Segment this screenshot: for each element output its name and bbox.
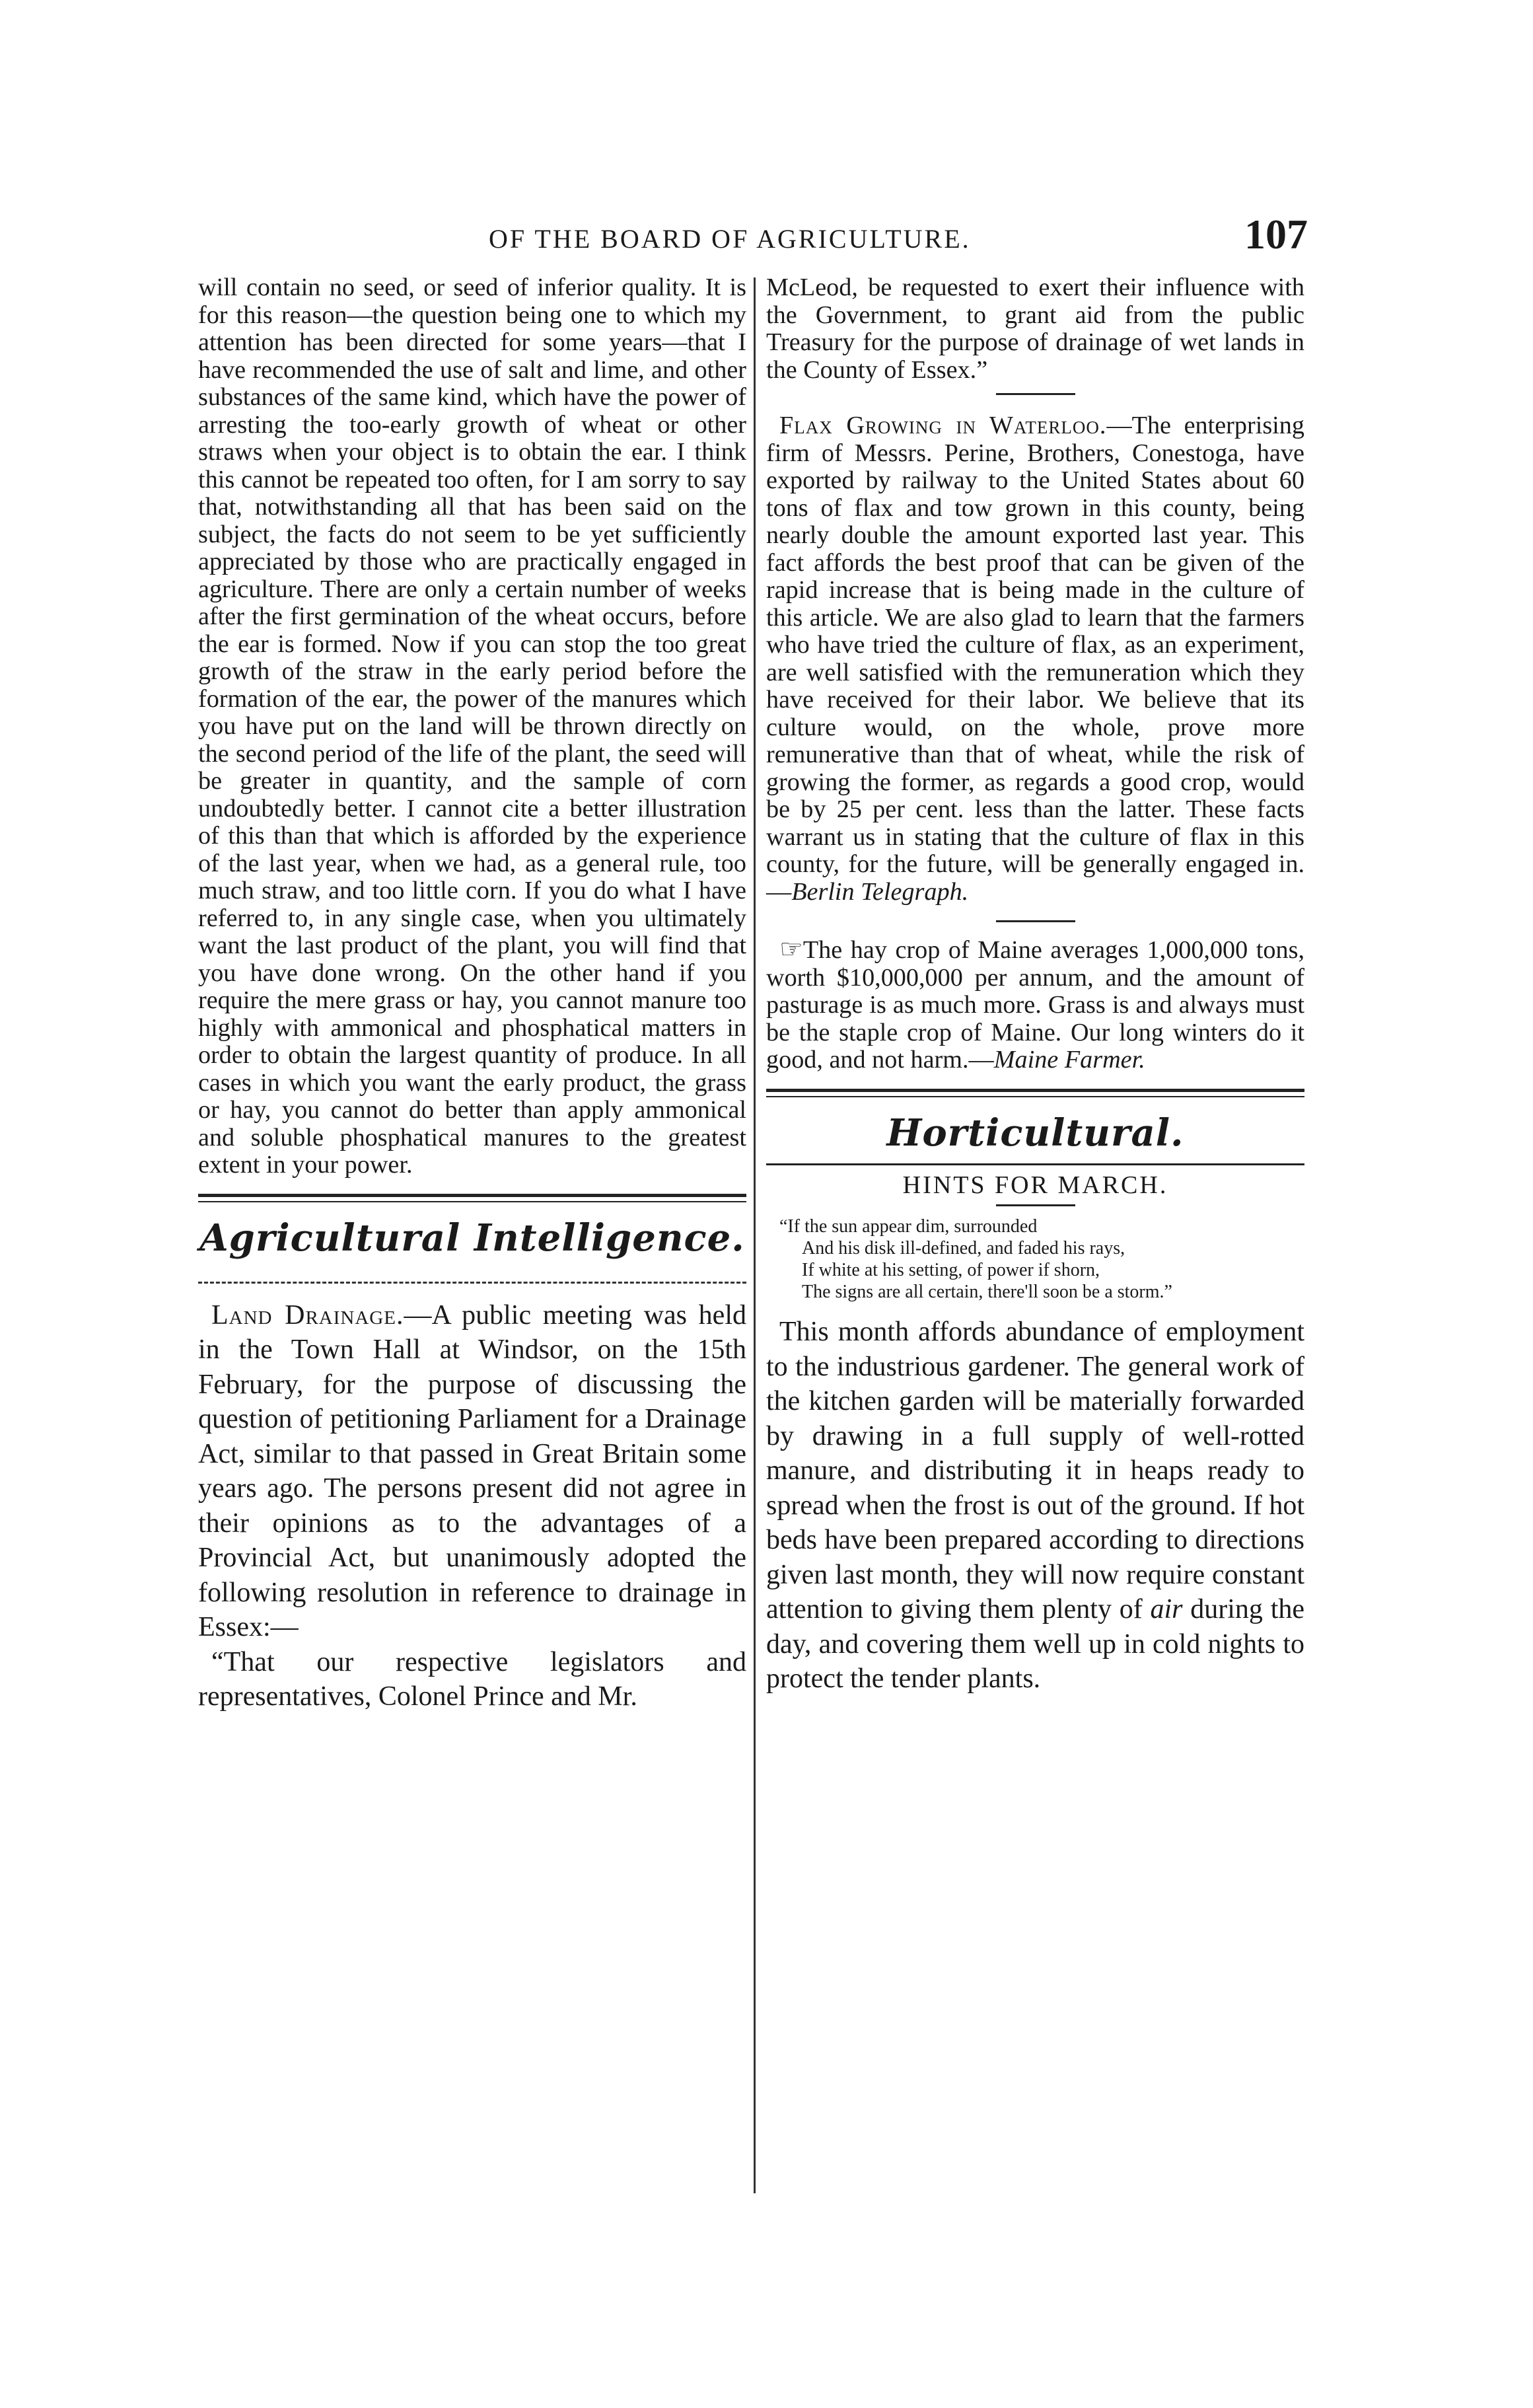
section-rule xyxy=(766,1089,1304,1097)
hints-body-start: This month affords abundance of employment to the industrious gardener. The general work of the kitchen garden will be materially forwarded by drawing in a full supply of well-rotted manure, and distributing it in heaps ready to spread when the frost is out of the ground. If hot beds have been prepared according to directions given last month, they will now require constant attention to giving them plenty of xyxy=(766,1317,1304,1624)
flax-source: Berlin Telegraph. xyxy=(791,877,969,906)
left-column xyxy=(198,274,746,1714)
land-drainage-article xyxy=(198,1298,746,1714)
verse-line: And his disk ill-defined, and faded his rays, xyxy=(802,1238,1125,1259)
resolution-end: McLeod, be requested to exert their influence with the Government, to grant aid from the public Treasury for the purpose of drainage of wet lands in the County of Essex.” xyxy=(766,274,1304,384)
land-drainage-paragraph xyxy=(198,1298,746,1645)
flax-body: —The enterprising firm of Messrs. Perine, Brothers, Conestoga, have exported by railway to the United States about 60 tons of flax and tow grown in this county, being nearly double the amount exported last year. This fact affords the best proof that can be given of the rapid increase that is being made in the culture of this article. We are also glad to learn that the farmers who have tried the culture of flax, as an experiment, are well satisfied with the remuneration which they have received for their labor. We believe that its culture would, on the whole, prove more remunerative than that of wheat, while the risk of growing the former, as regards a good crop, would be by 25 per cent. less than the latter. These facts warrant us in stating that the culture of flax in this county, for the future, will be generally engaged in.— xyxy=(766,412,1304,906)
hints-paragraph xyxy=(766,1315,1304,1697)
hints-for-march-heading: HINTS FOR MARCH. xyxy=(902,1171,1168,1199)
column-divider xyxy=(754,277,756,2193)
dashed-rule xyxy=(198,1282,746,1284)
running-head-title: OF THE BOARD OF AGRICULTURE. xyxy=(489,224,971,254)
continued-paragraph: will contain no seed, or seed of inferior quality. It is for this reason—the question being one to which my attention has been directed for some years—that I have recommended the use of salt and lime, and other substances of the same kind, which have the power of arresting the too-early growth of wheat or other straws when your object is to obtain the ear. I think this cannot be repeated too often, for I am sorry to say that, notwithstanding all that has been said on the subject, the facts do not seem to be yet sufficiently appreciated by those who are practically engaged in agriculture. There are only a certain number of weeks after the first germination of the wheat occurs, before the ear is formed. Now if you can stop the too great growth of the straw in the early period before the formation of the ear, the power of the manures which you have put on the land will be thrown directly on the second period of the life of the plant, the seed will be greater in quantity, and the sample of corn undoubtedly better. I cannot cite a better illustration of this than that which is afforded by the experience of the last year, when we had, as a general rule, too much straw, and too little corn. If you do what I have referred to, in any single case, when you ultimately want the last product of the plant, you will find that you have done wrong. On the other hand if you require the mere grass or hay, you cannot manure too highly with ammonical and phosphatical matters in order to obtain the largest quantity of produce. In all cases in which you want the early product, the grass or hay, you cannot do better than apply ammonical and soluble phosphatical manures to the greatest extent in your power. xyxy=(198,274,746,1179)
hints-body-end: during the day, and covering them well up in cold nights to protect the tender plants. xyxy=(766,1594,1305,1694)
resolution-start: “That our respective legislators and representatives, Colonel Prince and Mr. xyxy=(198,1646,746,1712)
section-rule xyxy=(198,1194,746,1202)
page-number: 107 xyxy=(1244,211,1308,258)
pointing-hand-icon: ☞ xyxy=(779,934,803,964)
flax-title: Flax Growing in Waterloo. xyxy=(779,412,1107,439)
hay-body: The hay crop of Maine averages 1,000,000 tons, worth $10,000,000 per annum, and the amount of pasturage is as much more. Grass is and always must be the staple crop of Maine. Our long winters do it good, and not harm.— xyxy=(766,936,1304,1074)
agricultural-intelligence-heading: Agricultural Intelligence. xyxy=(199,1216,745,1260)
hay-source: Maine Farmer. xyxy=(993,1046,1145,1074)
hints-air: air xyxy=(1150,1594,1183,1624)
weather-verse xyxy=(779,1216,1304,1303)
verse-line: “If the sun appear dim, surrounded xyxy=(779,1216,1038,1237)
hay-article xyxy=(766,935,1304,1074)
flax-article xyxy=(766,412,1304,906)
verse-line: If white at his setting, of power if shorn, xyxy=(802,1260,1100,1280)
short-rule xyxy=(996,1204,1075,1206)
heading-rule xyxy=(766,1163,1304,1165)
land-drainage-title: Land Drainage. xyxy=(211,1299,404,1331)
short-rule xyxy=(996,920,1075,922)
short-rule xyxy=(996,393,1075,395)
right-column xyxy=(766,274,1304,1697)
land-drainage-body: —A public meeting was held in the Town Hall at Windsor, on the 15th February, for the purpose of discussing the question of petitioning Parliament for a Drainage Act, similar to that passed in Great Britain some years ago. The persons present did not agree in their opinions as to the advantages of a Provincial Act, but unanimously adopted the following resolution in reference to drainage in Essex:— xyxy=(198,1299,746,1642)
running-head xyxy=(476,210,1314,270)
verse-line: The signs are all certain, there'll soon be a storm.” xyxy=(802,1282,1172,1302)
horticultural-heading: Horticultural. xyxy=(886,1111,1184,1155)
